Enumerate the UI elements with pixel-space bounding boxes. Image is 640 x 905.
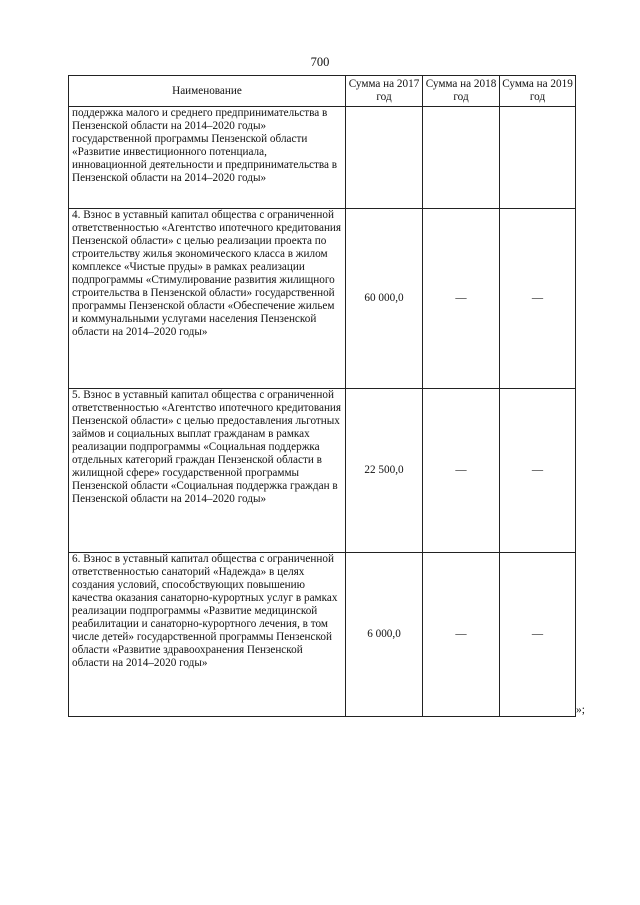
header-sum-2018 xyxy=(423,76,500,107)
header-sum-2018-label: Сумма на 2018 год xyxy=(425,78,497,103)
row-sum-2018 xyxy=(423,107,500,209)
page-number: 700 xyxy=(310,55,330,69)
table-header-row xyxy=(69,76,576,107)
row-name: поддержка малого и среднего предпринимательства в Пензенской области на 2014–2020 годы» государственной программы Пензенской области «Развитие инвестиционного потенциала, инновационной деятельности и предпринимательства в Пензенской области на 2014–2020 годы» xyxy=(69,107,346,209)
header-name: Наименование xyxy=(69,76,346,107)
row-sum-2018: — xyxy=(423,209,500,389)
closing-quote-mark: »; xyxy=(576,704,585,716)
header-sum-2017 xyxy=(346,76,423,107)
row-sum-2017: 6 000,0 xyxy=(346,553,423,717)
table-row xyxy=(69,107,576,209)
row-sum-2019 xyxy=(500,107,576,209)
header-sum-2019-label: Сумма на 2019 год xyxy=(502,78,573,103)
table-row xyxy=(69,389,576,553)
budget-table xyxy=(68,75,576,717)
table-row xyxy=(69,553,576,717)
row-sum-2017: 60 000,0 xyxy=(346,209,423,389)
row-sum-2019: — xyxy=(500,389,576,553)
row-sum-2017: 22 500,0 xyxy=(346,389,423,553)
header-sum-2019 xyxy=(500,76,576,107)
row-sum-2017 xyxy=(346,107,423,209)
table-row xyxy=(69,209,576,389)
row-sum-2018: — xyxy=(423,553,500,717)
row-sum-2018: — xyxy=(423,389,500,553)
row-name: 4. Взнос в уставный капитал общества с ограниченной ответственностью «Агентство ипотечного кредитования Пензенской области» с целью реализации проекта по строительству жилья экономического класса в жилом комплексе «Чистые пруды» в рамках реализации подпрограммы «Стимулирование развития жилищного строительства в Пензенской области» государственной программы Пензенской области «Обеспечение жильем и коммунальными услугами населения Пензенской области на 2014–2020 годы» xyxy=(69,209,346,389)
row-sum-2019: — xyxy=(500,553,576,717)
header-sum-2017-label: Сумма на 2017 год xyxy=(348,78,420,103)
row-name: 6. Взнос в уставный капитал общества с ограниченной ответственностью санаторий «Надежда» в целях создания условий, способствующих повышению качества оказания санаторно-курортных услуг в рамках реализации подпрограммы «Развитие медицинской реабилитации и санаторно-курортного лечения, в том числе детей» государственной программы Пензенской области «Развитие здравоохранения Пензенской области на 2014–2020 годы» xyxy=(69,553,346,717)
row-name: 5. Взнос в уставный капитал общества с ограниченной ответственностью «Агентство ипотечного кредитования Пензенской области» с целью предоставления льготных займов и социальных выплат гражданам в рамках реализации подпрограммы «Социальная поддержка отдельных категорий граждан Пензенской области в жилищной сфере» государственной программы Пензенской области «Социальная поддержка граждан в Пензенской области на 2014–2020 годы» xyxy=(69,389,346,553)
row-sum-2019: — xyxy=(500,209,576,389)
